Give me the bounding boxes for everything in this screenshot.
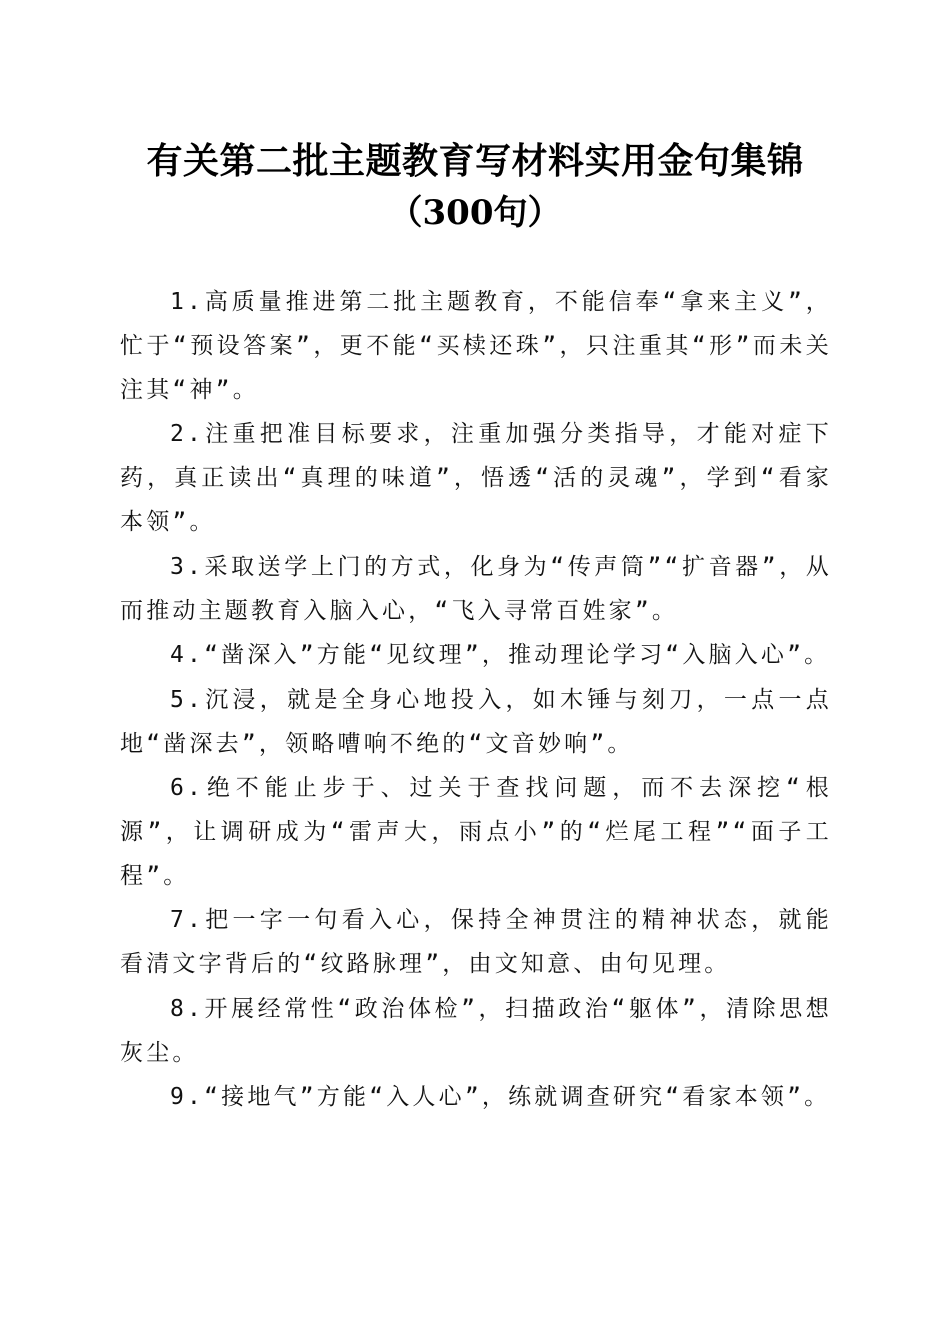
paragraph-3: 3.采取送学上门的方式，化身为“传声筒”“扩音器”，从而推动主题教育入脑入心，“飞入寻常百姓家”。 <box>120 553 832 624</box>
paragraph-6: 6.绝不能止步于、过关于查找问题，而不去深挖“根源”，让调研成为“雷声大，雨点小”的“烂尾工程”“面子工程”。 <box>120 774 832 889</box>
title-block <box>0 136 950 238</box>
paragraph-9: 9.“接地气”方能“入人心”，练就调查研究“看家本领”。 <box>170 1084 831 1111</box>
paragraph-2: 2.注重把准目标要求，注重加强分类指导，才能对症下药，真正读出“真理的味道”，悟透“活的灵魂”，学到“看家本领”。 <box>120 421 832 536</box>
document-title: 有关第二批主题教育写材料实用金句集锦 <box>146 140 804 182</box>
paragraph-7: 7.把一字一句看入心，保持全神贯注的精神状态，就能看清文字背后的“纹路脉理”，由文知意、由句见理。 <box>120 907 832 978</box>
document-body <box>120 280 832 1120</box>
paragraph-1: 1.高质量推进第二批主题教育，不能信奉“拿来主义”，忙于“预设答案”，更不能“买椟还珠”，只注重其“形”而未关注其“神”。 <box>120 289 832 403</box>
document-subtitle: （300句） <box>388 193 562 233</box>
paragraph-4: 4.“凿深入”方能“见纹理”，推动理论学习“入脑入心”。 <box>170 642 831 669</box>
paragraph-8: 8.开展经常性“政治体检”，扫描政治“躯体”，清除思想灰尘。 <box>120 995 832 1066</box>
paragraph-5: 5.沉浸，就是全身心地投入，如木锤与刻刀，一点一点地“凿深去”，领略嘈响不绝的“文音妙响”。 <box>120 686 832 757</box>
